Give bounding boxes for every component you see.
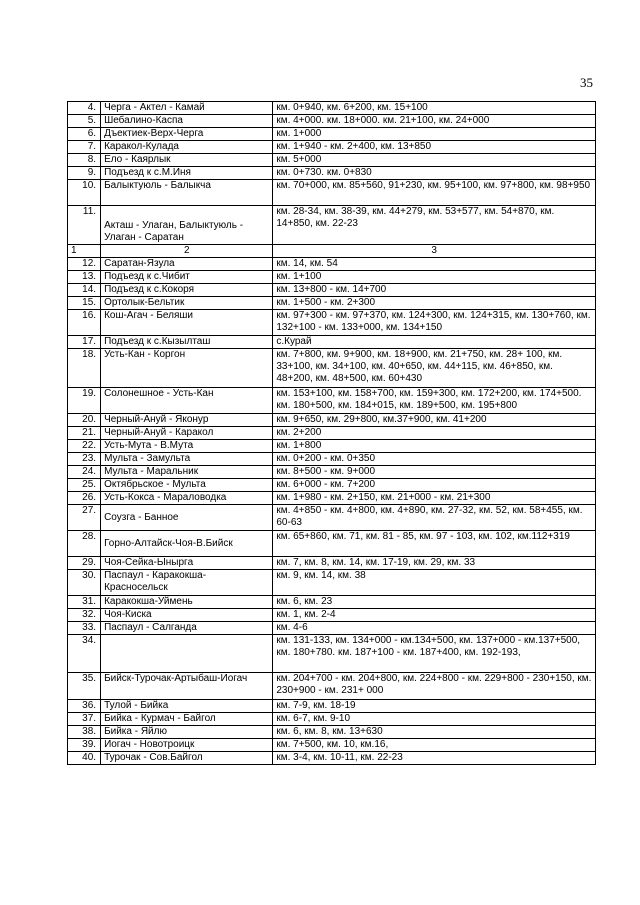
table-row	[68, 414, 596, 427]
km-sections: км. 1+800	[273, 440, 596, 453]
road-name: Бийск-Турочак-Артыбаш-Иогач	[101, 673, 273, 700]
row-number: 19.	[68, 388, 101, 414]
km-sections: км. 0+730. км. 0+830	[273, 167, 596, 180]
km-sections: км. 4-6	[273, 622, 596, 635]
row-number: 40.	[68, 752, 101, 765]
table-row	[68, 752, 596, 765]
road-name: Соузга - Банное	[101, 505, 273, 531]
table-row	[68, 531, 596, 557]
km-sections: км. 70+000, км. 85+560, 91+230, км. 95+100, км. 97+800, км. 98+950	[273, 180, 596, 206]
road-name: Октябрьское - Мульта	[101, 479, 273, 492]
row-number: 7.	[68, 141, 101, 154]
table-row	[68, 167, 596, 180]
row-number: 15.	[68, 297, 101, 310]
page-number: 35	[580, 75, 593, 90]
row-number: 8.	[68, 154, 101, 167]
km-sections: км. 9, км. 14, км. 38	[273, 570, 596, 596]
table-row	[68, 258, 596, 271]
row-number: 5.	[68, 115, 101, 128]
table-body-after-header	[68, 258, 596, 765]
km-sections: км. 131-133, км. 134+000 - км.134+500, км. 137+000 - км.137+500, км. 180+780. км. 187+100 - км. 187+400, км. 192-193,	[273, 635, 596, 673]
road-name: Шебалино-Каспа	[101, 115, 273, 128]
row-number: 9.	[68, 167, 101, 180]
row-number: 37.	[68, 713, 101, 726]
km-sections: км. 5+000	[273, 154, 596, 167]
table-row	[68, 154, 596, 167]
km-sections: км. 204+700 - км. 204+800, км. 224+800 - км. 229+800 - 230+150, км. 230+900 - км. 231+ 000	[273, 673, 596, 700]
table-row	[68, 622, 596, 635]
km-sections: км. 6-7, км. 9-10	[273, 713, 596, 726]
table-row	[68, 739, 596, 752]
table-row	[68, 102, 596, 115]
road-name: Каракокша-Уймень	[101, 596, 273, 609]
km-sections: км. 0+940, км. 6+200, км. 15+100	[273, 102, 596, 115]
row-number: 18.	[68, 349, 101, 388]
km-sections: км. 4+000. км. 18+000. км. 21+100, км. 24+000	[273, 115, 596, 128]
road-name: Турочак - Сов.Байгол	[101, 752, 273, 765]
table-row	[68, 440, 596, 453]
table-row	[68, 427, 596, 440]
km-sections: км. 0+200 - км. 0+350	[273, 453, 596, 466]
table-row	[68, 141, 596, 154]
row-number: 4.	[68, 102, 101, 115]
row-number: 16.	[68, 310, 101, 336]
km-sections: км. 1+980 - км. 2+150, км. 21+000 - км. 21+300	[273, 492, 596, 505]
column-number-row	[68, 245, 596, 258]
km-sections: км. 7+800, км. 9+900, км. 18+900, км. 21+750, км. 28+ 100, км. 33+100, км. 34+100, км. 40+650, км. 44+115, км. 46+850, км. 48+200, км. 48+500, км. 60+430	[273, 349, 596, 388]
table-row	[68, 128, 596, 141]
row-number: 14.	[68, 284, 101, 297]
road-name: Чоя-Киска	[101, 609, 273, 622]
km-sections: км. 8+500 - км. 9+000	[273, 466, 596, 479]
road-name: Кош-Агач - Беляши	[101, 310, 273, 336]
row-number: 10.	[68, 180, 101, 206]
km-sections: км. 6, км. 23	[273, 596, 596, 609]
road-name: Иогач - Новотроицк	[101, 739, 273, 752]
road-name: Черга - Актел - Камай	[101, 102, 273, 115]
row-number: 17.	[68, 336, 101, 349]
table-row	[68, 388, 596, 414]
road-name: Подъезд к с.Чибит	[101, 271, 273, 284]
km-sections: км. 6+000 - км. 7+200	[273, 479, 596, 492]
table-row	[68, 492, 596, 505]
road-name: Бийка - Яйлю	[101, 726, 273, 739]
row-number: 38.	[68, 726, 101, 739]
table-row	[68, 673, 596, 700]
road-name: Мульта - Маральник	[101, 466, 273, 479]
km-sections: с.Курай	[273, 336, 596, 349]
table-body-before-header	[68, 102, 596, 245]
road-name: Паспаул - Каракокша-Красносельск	[101, 570, 273, 596]
row-number: 30.	[68, 570, 101, 596]
row-number: 23.	[68, 453, 101, 466]
table-row	[68, 284, 596, 297]
table-row	[68, 479, 596, 492]
road-name: Мульта - Замульта	[101, 453, 273, 466]
table-column-header	[68, 245, 596, 258]
row-number: 26.	[68, 492, 101, 505]
km-sections: км. 1+500 - км. 2+300	[273, 297, 596, 310]
km-sections: км. 7-9, км. 18-19	[273, 700, 596, 713]
table-row	[68, 609, 596, 622]
road-name: Саратан-Язула	[101, 258, 273, 271]
km-sections: км. 4+850 - км. 4+800, км. 4+890, км. 27-32, км. 52, км. 58+455, км. 60-63	[273, 505, 596, 531]
road-name: Каракол-Кулада	[101, 141, 273, 154]
table-row	[68, 297, 596, 310]
row-number: 33.	[68, 622, 101, 635]
row-number: 22.	[68, 440, 101, 453]
km-sections: км. 14, км. 54	[273, 258, 596, 271]
road-name: Дъектиек-Верх-Черга	[101, 128, 273, 141]
km-sections: км. 2+200	[273, 427, 596, 440]
km-sections: км. 28-34, км. 38-39, км. 44+279, км. 53+577, км. 54+870, км. 14+850, км. 22-23	[273, 206, 596, 245]
table-row	[68, 310, 596, 336]
row-number: 24.	[68, 466, 101, 479]
road-name: Акташ - Улаган, Балыктуюль - Улаган - Саратан	[101, 206, 273, 245]
road-name: Черный-Ануй - Яконур	[101, 414, 273, 427]
km-sections: км. 97+300 - км. 97+370, км. 124+300, км. 124+315, км. 130+760, км. 132+100 - км. 133+000, км. 134+150	[273, 310, 596, 336]
row-number: 27.	[68, 505, 101, 531]
row-number: 25.	[68, 479, 101, 492]
road-km-table	[67, 101, 596, 765]
road-name: Балыктуюль - Балыкча	[101, 180, 273, 206]
road-name: Усть-Кокса - Мараловодка	[101, 492, 273, 505]
road-name: Подъезд к с.Кокоря	[101, 284, 273, 297]
row-number: 28.	[68, 531, 101, 557]
row-number: 39.	[68, 739, 101, 752]
column-number-1: 1	[68, 245, 101, 258]
table-row	[68, 271, 596, 284]
km-sections: км. 1+000	[273, 128, 596, 141]
row-number: 29.	[68, 557, 101, 570]
table-row	[68, 115, 596, 128]
column-number-2: 2	[101, 245, 273, 258]
road-name: Подъезд к с.Кызылташ	[101, 336, 273, 349]
table-row	[68, 453, 596, 466]
table-row	[68, 596, 596, 609]
table-row	[68, 206, 596, 245]
road-name: Черный-Ануй - Каракол	[101, 427, 273, 440]
km-sections: км. 7+500, км. 10, км.16,	[273, 739, 596, 752]
table-row	[68, 180, 596, 206]
km-sections: км. 1+100	[273, 271, 596, 284]
row-number: 36.	[68, 700, 101, 713]
km-sections: км. 1+940 - км. 2+400, км. 13+850	[273, 141, 596, 154]
km-sections: км. 153+100, км. 158+700, км. 159+300, км. 172+200, км. 174+500. км. 180+500, км. 184+015, км. 189+500, км. 195+800	[273, 388, 596, 414]
table-row	[68, 700, 596, 713]
road-name: Тулой - Бийка	[101, 700, 273, 713]
km-sections: км. 6, км. 8, км. 13+630	[273, 726, 596, 739]
table-row	[68, 635, 596, 673]
road-name: Бийка - Курмач - Байгол	[101, 713, 273, 726]
row-number: 35.	[68, 673, 101, 700]
road-name	[101, 635, 273, 673]
table-row	[68, 726, 596, 739]
road-name: Солонешное - Усть-Кан	[101, 388, 273, 414]
table-row	[68, 505, 596, 531]
row-number: 6.	[68, 128, 101, 141]
km-sections: км. 65+860, км. 71, км. 81 - 85, км. 97 - 103, км. 102, км.112+319	[273, 531, 596, 557]
km-sections: км. 7, км. 8, км. 14, км. 17-19, км. 29, км. 33	[273, 557, 596, 570]
road-name: Ортолык-Бельтик	[101, 297, 273, 310]
table-row	[68, 557, 596, 570]
row-number: 21.	[68, 427, 101, 440]
row-number: 20.	[68, 414, 101, 427]
table-row	[68, 570, 596, 596]
km-sections: км. 1, км. 2-4	[273, 609, 596, 622]
row-number: 32.	[68, 609, 101, 622]
table-row	[68, 713, 596, 726]
row-number: 31.	[68, 596, 101, 609]
road-name: Паспаул - Салганда	[101, 622, 273, 635]
km-sections: км. 3-4, км. 10-11, км. 22-23	[273, 752, 596, 765]
table-row	[68, 336, 596, 349]
road-name: Ело - Каярлык	[101, 154, 273, 167]
road-name: Усть-Кан - Коргон	[101, 349, 273, 388]
road-name: Горно-Алтайск-Чоя-В.Бийск	[101, 531, 273, 557]
km-sections: км. 9+650, км. 29+800, км.37+900, км. 41+200	[273, 414, 596, 427]
row-number: 12.	[68, 258, 101, 271]
column-number-3: 3	[273, 245, 596, 258]
road-name: Чоя-Сейка-Ыныргa	[101, 557, 273, 570]
road-name: Усть-Мута - В.Мута	[101, 440, 273, 453]
table-row	[68, 466, 596, 479]
row-number: 11.	[68, 206, 101, 245]
row-number: 13.	[68, 271, 101, 284]
km-sections: км. 13+800 - км. 14+700	[273, 284, 596, 297]
row-number: 34.	[68, 635, 101, 673]
road-name: Подъезд к с.М.Иня	[101, 167, 273, 180]
table-row	[68, 349, 596, 388]
